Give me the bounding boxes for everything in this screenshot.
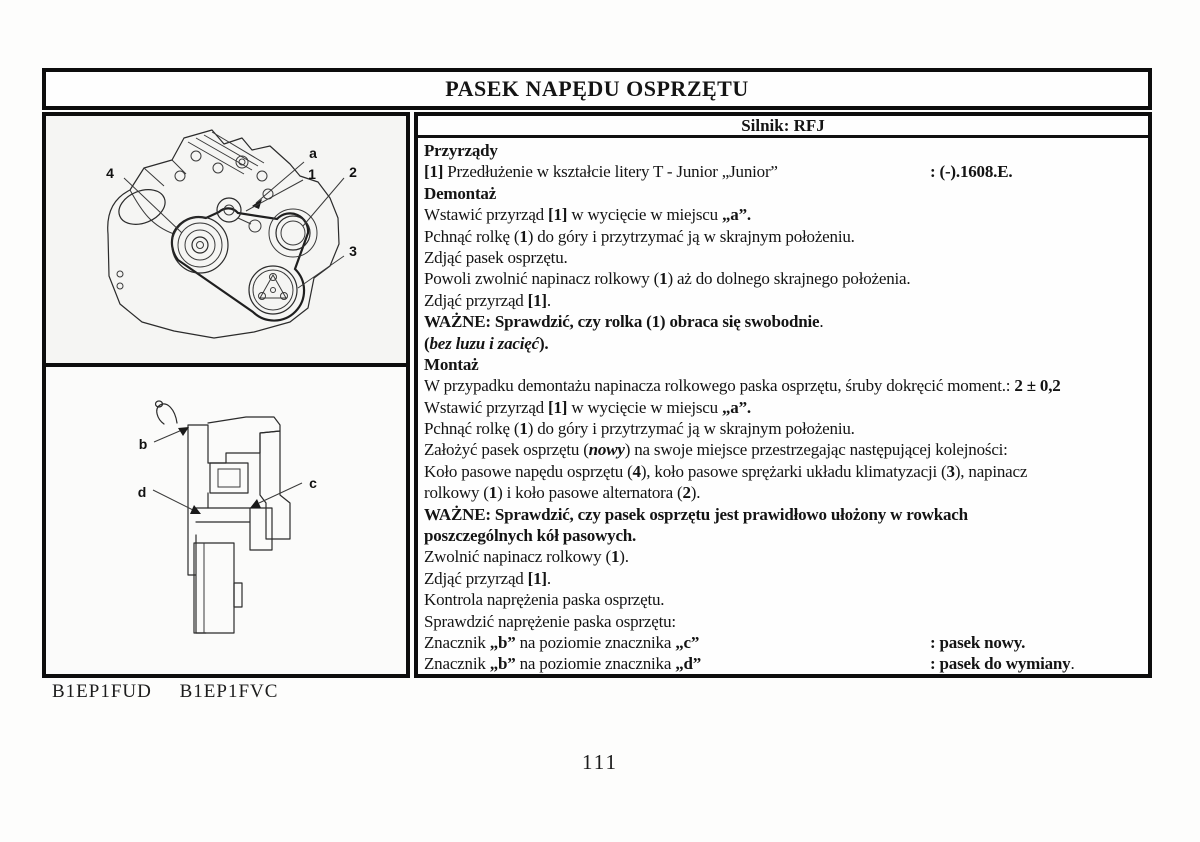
leader-b	[154, 430, 182, 442]
text-segment: ), koło pasowe sprężarki układu klimatyzacji (	[640, 461, 947, 481]
procedure-line	[424, 311, 1142, 332]
text-segment: WAŻNE: Sprawdzić, czy pasek osprzętu jest prawidłowo ułożony w rowkach	[424, 504, 968, 524]
procedure-line	[424, 525, 1142, 546]
text-segment: ).	[690, 483, 701, 503]
leader-d	[153, 490, 193, 510]
text-segment: „c”	[675, 632, 700, 652]
text-segment: Sprawdzić naprężenie paska osprzętu:	[424, 611, 676, 631]
text-segment: : pasek do wymiany	[930, 654, 1071, 674]
text-segment: 1	[488, 483, 498, 503]
procedure-line	[424, 632, 1142, 653]
text-segment: ), napinacz	[954, 461, 1028, 481]
text-segment: Znacznik	[424, 654, 490, 674]
text-segment: W przypadku demontażu napinacza rolkowego paska osprzętu, śruby dokręcić moment.:	[424, 376, 1015, 396]
procedure-column	[414, 112, 1152, 678]
tensioner-side-diagram	[46, 367, 406, 674]
value-text	[930, 632, 1025, 653]
procedure-line	[424, 140, 1142, 161]
procedure-line	[424, 375, 1142, 396]
engine-outline	[108, 130, 339, 338]
figure-code-2: B1EP1FVC	[179, 681, 279, 702]
text-segment: na poziomie znacznika	[515, 654, 676, 674]
text-segment: [1]	[527, 568, 547, 588]
text-segment: rolkowy (	[424, 483, 489, 503]
engine-header: Silnik: RFJ	[418, 116, 1148, 138]
value-text	[930, 653, 1075, 674]
text-segment: Powoli zwolnić napinacz rolkowy (	[424, 269, 660, 289]
leader-3	[298, 256, 344, 288]
procedure-line	[424, 268, 1142, 289]
text-segment: ) i koło pasowe alternatora (	[497, 483, 683, 503]
bottom-body	[194, 543, 234, 633]
text-segment: Zdjąć przyrząd	[424, 290, 528, 310]
label-d: d	[137, 484, 147, 500]
text-segment: 4	[632, 461, 641, 481]
text-segment: ).	[619, 547, 629, 567]
text-segment: Pchnąć rolkę (	[424, 419, 520, 439]
arrowhead-c	[250, 499, 261, 508]
engine-front-diagram	[46, 116, 406, 363]
text-segment: ) do góry i przytrzymać ją w skrajnym położeniu.	[527, 419, 855, 439]
text-segment: „a”.	[721, 205, 751, 225]
text-segment: Montaż	[424, 354, 479, 374]
text-segment: 1	[610, 547, 620, 567]
procedure-line	[424, 161, 1142, 182]
middle-boss	[210, 463, 248, 493]
text-segment: w wycięcie w miejscu	[567, 205, 722, 225]
text-segment: bez luzu i zacięć	[429, 333, 539, 353]
label-a: a	[309, 145, 317, 161]
text-segment: „b”	[489, 654, 516, 674]
label-4: 4	[106, 165, 114, 181]
text-segment: w wycięcie w miejscu	[567, 397, 722, 417]
text-segment: .	[1070, 654, 1075, 674]
text-segment: Założyć pasek osprzętu (	[424, 440, 589, 460]
text-segment: Kontrola naprężenia paska osprzętu.	[424, 590, 665, 610]
text-segment: [1]	[548, 397, 568, 417]
procedure-line	[424, 397, 1142, 418]
text-segment: Wstawić przyrząd	[424, 205, 549, 225]
text-segment: ).	[538, 333, 549, 353]
figure-codes	[52, 681, 278, 703]
text-segment: .	[546, 568, 551, 588]
procedure-line	[424, 439, 1142, 460]
procedure-line	[424, 653, 1142, 674]
label-c: c	[309, 475, 317, 491]
top-arm	[208, 417, 280, 463]
text-segment: „a”.	[721, 397, 751, 417]
text-segment: .	[819, 312, 824, 332]
title-bar	[42, 68, 1152, 110]
crankshaft-pulley	[172, 217, 228, 273]
diagram-bottom-cell	[46, 367, 406, 674]
procedure-line	[424, 546, 1142, 567]
page-number: 111	[582, 750, 618, 774]
label-3: 3	[349, 243, 357, 259]
procedure-line	[424, 418, 1142, 439]
leader-1	[246, 180, 303, 211]
text-segment: : (-).1608.E.	[930, 162, 1013, 182]
diagram-top-cell	[46, 116, 406, 367]
text-segment: poszczególnych kół pasowych.	[424, 526, 637, 546]
text-segment: nowy	[588, 440, 625, 460]
text-segment: 1	[659, 269, 668, 289]
text-segment: : pasek nowy.	[930, 632, 1026, 652]
text-segment: ) na swoje miejsce przestrzegając następującej kolejności:	[624, 440, 1008, 460]
text-segment: 1	[519, 226, 528, 246]
procedure-line	[424, 611, 1142, 632]
text-segment: Przedłużenie w kształcie litery T - Junior „Junior”	[443, 162, 778, 182]
text-segment: [1]	[548, 205, 568, 225]
text-segment: Zdjąć pasek osprzętu.	[424, 247, 568, 267]
procedure-line	[424, 504, 1142, 525]
procedure-line	[424, 568, 1142, 589]
procedure-line	[424, 247, 1142, 268]
procedure-line	[424, 183, 1142, 204]
value-text	[930, 161, 1012, 182]
text-segment: „d”	[675, 654, 702, 674]
procedure-line	[424, 461, 1142, 482]
text-segment: 3	[946, 461, 955, 481]
procedure-line	[424, 226, 1142, 247]
text-segment: ) aż do dolnego skrajnego położenia.	[667, 269, 911, 289]
text-segment: ) do góry i przytrzymać ją w skrajnym położeniu.	[527, 226, 855, 246]
label-2: 2	[349, 164, 357, 180]
figure-code-1: B1EP1FUD	[52, 681, 152, 702]
diagram-column	[42, 112, 410, 678]
compressor-pulley	[249, 266, 297, 314]
text-segment: (	[424, 333, 430, 353]
timing-cover-oval	[114, 183, 170, 231]
text-segment: Koło pasowe napędu osprzętu (	[424, 461, 633, 481]
alternator-pulley	[269, 209, 317, 257]
procedure-line	[424, 482, 1142, 503]
label-1: 1	[308, 166, 316, 182]
text-segment: WAŻNE: Sprawdzić, czy rolka (1) obraca się swobodnie	[424, 312, 820, 332]
leader-a	[256, 162, 304, 203]
procedure-body	[418, 138, 1148, 674]
arrowhead-a	[252, 199, 262, 209]
procedure-line	[424, 589, 1142, 610]
procedure-line	[424, 333, 1142, 354]
text-segment: Wstawić przyrząd	[424, 397, 549, 417]
text-segment: Zwolnić napinacz rolkowy (	[424, 547, 611, 567]
text-segment: 2 ± 0,2	[1014, 376, 1061, 396]
side-tab	[234, 583, 242, 607]
procedure-line	[424, 204, 1142, 225]
text-segment: Przyrządy	[424, 141, 498, 160]
text-segment: „b”	[489, 632, 516, 652]
text-segment: .	[546, 290, 551, 310]
text-segment: Znacznik	[424, 632, 490, 652]
text-segment: Zdjąć przyrząd	[424, 568, 528, 588]
procedure-line	[424, 290, 1142, 311]
procedure-line	[424, 354, 1142, 375]
text-segment: [1]	[527, 290, 547, 310]
label-b: b	[138, 436, 148, 452]
right-upper-foot	[260, 431, 290, 539]
text-segment: na poziomie znacznika	[515, 632, 676, 652]
text-segment: 1	[519, 419, 528, 439]
text-segment: Demontaż	[424, 183, 497, 203]
bracket-plate	[188, 425, 208, 633]
text-segment: 2	[682, 483, 691, 503]
text-segment: [1]	[424, 162, 444, 182]
text-segment: Pchnąć rolkę (	[424, 226, 520, 246]
page-title: PASEK NAPĘDU OSPRZĘTU	[445, 76, 749, 101]
